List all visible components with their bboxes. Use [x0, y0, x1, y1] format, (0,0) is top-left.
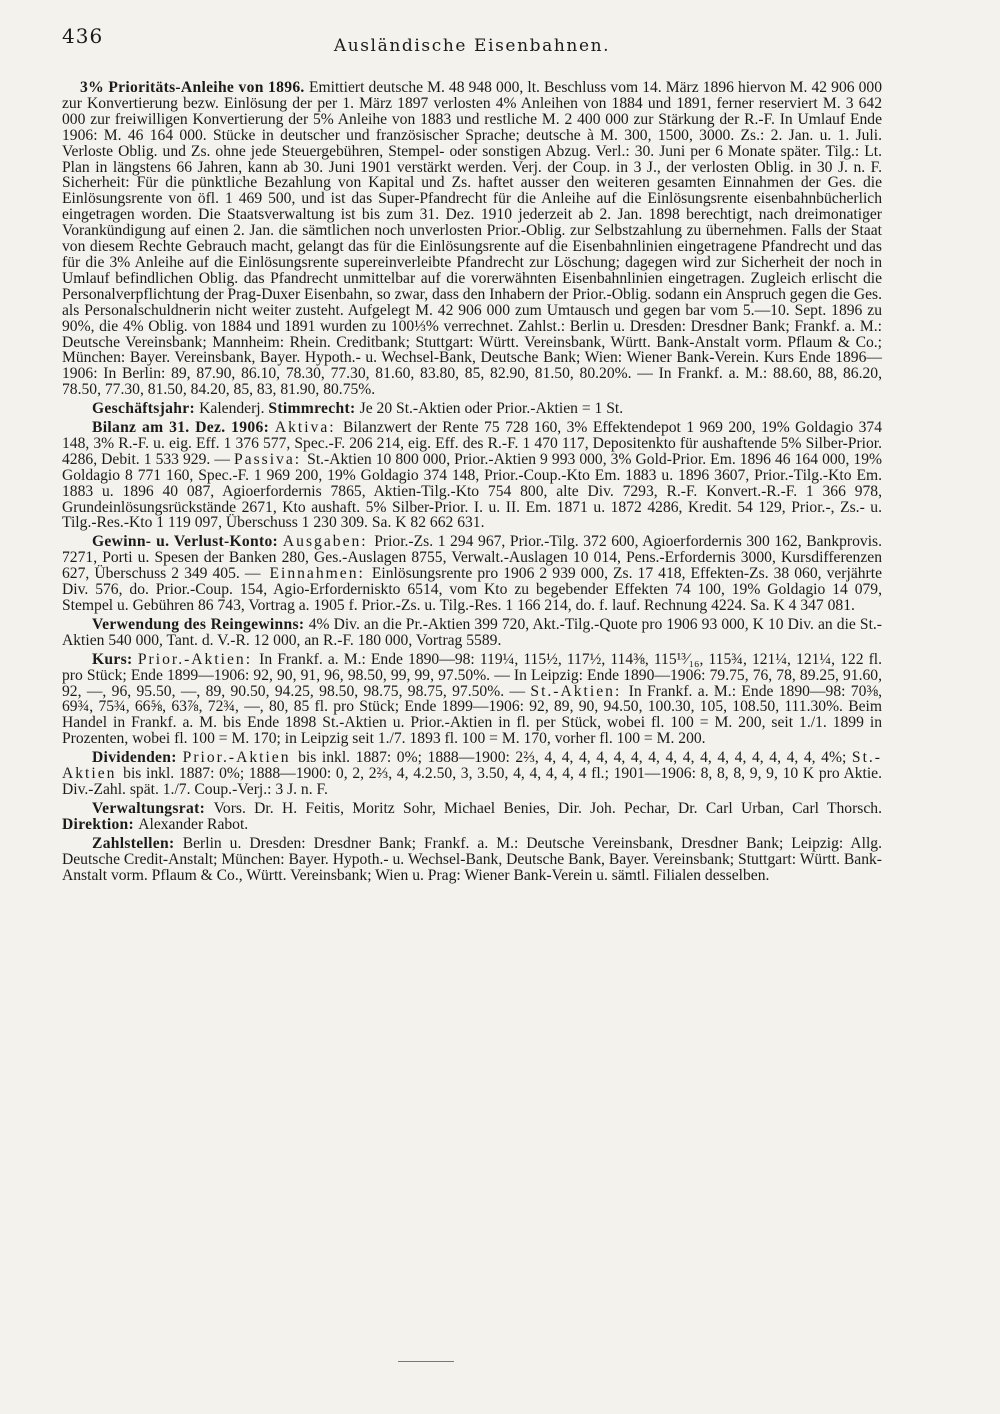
section-heading: Gewinn- u. Verlust-Konto:	[92, 533, 283, 551]
st-aktien-text: bis inkl. 1887: 0%; 1888—1900: 0, 2, 2⅔, 4, 4.2.50, 3, 3.50, 4, 4, 4, 4, 4 fl.; 1901—1906: 8, 8, 8, 9, 9, 10 K pro Aktie. Div.-Zahl. spät. 1./7. Coup.-Verj.: 3 J. n. F.	[62, 765, 882, 798]
running-title: Ausländische Eisenbahnen.	[333, 36, 611, 56]
aktiva-label: Aktiva:	[274, 419, 344, 437]
body-text	[62, 80, 882, 883]
einnahmen-label: — Einnahmen:	[244, 565, 372, 583]
section-subheading: Direktion:	[62, 815, 139, 833]
section-dividenden	[62, 750, 882, 798]
ausgaben-label: Ausgaben:	[282, 533, 375, 551]
section-heading: Verwaltungsrat:	[92, 799, 214, 817]
prior-aktien-text: bis inkl. 1887: 0%; 1888—1900: 2⅔, 4, 4, 4, 4, 4, 4, 4, 4, 4, 4, 4, 4, 4, 4, 4, 4, 4%;	[298, 749, 852, 767]
ausgaben-text: Prior.-Zs. 1 294 967, Prior.-Tilg. 372 600, Agioerfordernis 300 162, Bankprovis. 7271, Porti u. Spesen der Banken 280, Ges.-Auslagen 8755, Verwalt.-Auslagen 10 014, Pens.-Erfordernis 3000, Kursdifferenzen 627, Überschuss 2 349 405.	[62, 533, 882, 583]
section-gewinn-verlust	[62, 534, 882, 614]
section-text: Alexander Rabot.	[138, 815, 249, 833]
section-heading: Geschäftsjahr:	[92, 400, 200, 418]
section-text: Emittiert deutsche M. 48 948 000, lt. Beschluss vom 14. März 1896 hiervon M. 42 906 000 zur Konvertierung bezw. Einlösung der per 1. März 1897 verlosten 4% Anleihen von 1884 und 1891, ferner reserviert M. 3 642 000 zur freiwilligen Konvertierung der 5% Anleihe von 1883 und restliche M. 2 400 000 zur Stärkung der R.-F. In Umlauf Ende 1906: M. 46 164 000. Stücke in deutscher und französischer Sprache; deutsche à M. 300, 1500, 3000. Zs.: 2. Jan. u. 1. Juli. Verloste Oblig. und Zs. ohne jede Steuergebühren, Stempel- oder sonstigen Abzug. Verl.: 30. Juni per 6 Monate später. Tilg.: Lt. Plan in längstens 66 Jahren, kann ab 30. Juni 1901 verstärkt werden. Verj. der Coup. in 3 J., der verlosten Oblig. in 30 J. n. F. Sicherheit: Für die pünktliche Bezahlung von Kapital und Zs. haftet ausser den weiteren gesamten Einnahmen der Ges. die Einlösungsrente von öfl. 1 469 500, und ist das Super-Pfandrecht für die Anleihe auf die Einlösungsrente eisenbahnbücherlich eingetragen worden. Die Staatsverwaltung ist bis zum 31. Dez. 1910 jederzeit ab 2. Jan. 1898 berechtigt, nach dreimonatiger Vorankündigung auf einen 2. Jan. die sämtlichen noch unverlosten Prior.-Oblig. zur Selbstzahlung zu übernehmen. Falls der Staat von diesem Rechte Gebrauch macht, gelangt das für die Einlösungsrente auf die Eisenbahnlinien eingetragene Pfandrecht und das für die 3% Anleihe auf die Einlösungsrente supereinverleibte Pfandrecht zur Löschung; dagegen wird zur Sicherheit der noch in Umlauf befindlichen Oblig. das Pfandrecht unmittelbar auf die vorerwähnten Eisenbahnlinien eingetragen. Zugleich erlischt die Personalverpflichtung der Prag-Duxer Eisenbahn, so zwar, dass den Inhabern der Prior.-Oblig. sodann ein Anspruch gegen die Ges. als Personalschuldnerin nicht weiter zusteht. Aufgelegt M. 42 906 000 zum Umtausch und gegen bar vom 5.—10. Sept. 1896 zu 90%, die 4% Oblig. von 1884 und 1891 wurden zu 100⅓% verrechnet. Zahlst.: Berlin u. Dresden: Dresdner Bank; Frankf. a. M.: Deutsche Vereinsbank; Mannheim: Rhein. Creditbank; Stuttgart: Württ. Vereinsbank, Württ. Bank-Anstalt vorm. Pflaum & Co.; München: Bayer. Vereinsbank, Bayer. Hypoth.- u. Wechsel-Bank, Deutsche Bank; Wien: Wiener Bank-Verein. Kurs Ende 1896—1906: In Berlin: 89, 87.90, 86.10, 78.30, 77.30, 81.60, 83.80, 85, 82.90, 81.50, 80.20%. — In Frankf. a. M.: 88.60, 88, 86.20, 78.50, 77.30, 81.50, 84.20, 85, 83, 81.90, 80.75%.	[62, 79, 882, 399]
einnahmen-text: Einlösungsrente pro 1906 2 939 000, Zs. 17 418, Effekten-Zs. 38 060, verjährte Div. 576, do. Prior.-Coup. 154, Agio-Erforderniskto 6514, vom Kto zu begebender Effekten 74 100, 19% Goldagio 14 079, Stempel u. Gebühren 86 743, Vortrag a. 1905 f. Prior.-Zs. u. Tilg.-Res. 1 166 214, do. f. lauf. Rechnung 4224. Sa. K 4 347 081.	[62, 565, 882, 614]
section-geschaeftsjahr	[62, 401, 882, 417]
section-bilanz	[62, 420, 882, 531]
section-zahlstellen	[62, 836, 882, 884]
section-heading: Bilanz am 31. Dez. 1906:	[92, 419, 275, 437]
section-text: Kalenderj.	[199, 400, 269, 418]
section-heading: Zahlstellen:	[92, 834, 183, 852]
prior-aktien-label: Prior.-Aktien	[182, 749, 299, 767]
section-verwendung	[62, 617, 882, 649]
section-heading: Dividenden:	[92, 749, 183, 767]
page-header	[62, 20, 882, 60]
st-aktien-label: St.-Aktien	[62, 749, 882, 783]
section-text: Berlin u. Dresden: Dresdner Bank; Frankf. a. M.: Deutsche Vereinsbank, Dresdner Bank; Leipzig: Allg. Deutsche Credit-Anstalt; München: Bayer. Hypoth.- u. Wechsel-Bank, Deutsche Bank, Bayer. Vereinsbank; Stuttgart: Württ. Bank-Anstalt vorm. Pflaum & Co., Württ. Vereinsbank; Wien u. Prag: Wiener Bank-Verein u. sämtl. Filialen desselben.	[62, 834, 882, 884]
prior-aktien-label: Prior.-Aktien:	[137, 650, 260, 668]
st-aktien-text: In Frankf. a. M.: Ende 1890—98: 70⅜, 69¾, 75¾, 66⅝, 63⅞, 72¾, —, 80, 85 fl. pro Stück; Ende 1899—1906: 92, 89, 90, 94.50, 100.30, 105, 108.50, 111.30%. Beim Handel in Frankf. a. M. bis Ende 1898 St.-Aktien u. Prior.-Aktien in fl. per Stück, wobei fl. 100 = M. 200, seit 1./1. 1899 in Prozenten, wobei fl. 100 = M. 170; in Leipzig seit 1./7. 1893 fl. 100 = M. 170, vorher fl. 100 = M. 200.	[62, 682, 882, 748]
footer-divider	[398, 1361, 454, 1362]
passiva-label: Passiva:	[233, 450, 308, 468]
section-heading: Verwendung des Reingewinns:	[92, 615, 309, 633]
st-aktien-label: St.-Aktien:	[530, 682, 629, 700]
section-verwaltungsrat	[62, 801, 882, 833]
page-number: 436	[62, 24, 104, 48]
prior-aktien-text: In Frankf. a. M.: Ende 1890—98: 119¼, 115½, 117½, 114⅜, 115¹³⁄₁₆, 115¾, 121¼, 121¼, 122 fl. pro Stück; Ende 1899—1906: 92, 90, 91, 96, 98.50, 99, 99, 97.50%. — In Leipzig: Ende 1890—1906: 79.75, 76, 78, 89.25, 91.60, 92, —, 96, 95.50, —, 89, 90.50, 94.25, 98.50, 98.75, 98.75, 97.50%. —	[62, 650, 883, 700]
section-kurs	[62, 652, 882, 747]
section-text: Je 20 St.-Aktien oder Prior.-Aktien = 1 St.	[359, 400, 624, 418]
section-text: 4% Div. an die Pr.-Aktien 399 720, Akt.-Tilg.-Quote pro 1906 93 000, K 10 Div. an die St.-Aktien 540 000, Tant. d. V.-R. 12 000, an R.-F. 180 000, Vortrag 5589.	[62, 615, 882, 649]
aktiva-text: Bilanzwert der Rente 75 728 160, 3% Effektendepot 1 969 200, 19% Goldagio 374 148, 3% R.-F. u. eig. Eff. 1 376 577, Spec.-F. 206 214, eig. Eff. des R.-F. 1 470 117, Depositenkto für aushaftende 5% Silber-Prior. 4286, Debit. 1 533 929. —	[62, 419, 882, 468]
section-subheading: Stimmrecht:	[268, 400, 360, 418]
passiva-text: St.-Aktien 10 800 000, Prior.-Aktien 9 993 000, 3% Gold-Prior. Em. 1896 46 164 000, 19% Goldagio 8 771 160, Spec.-F. 1 969 200, 19% Goldagio 374 148, Prior.-Coup.-Kto Em. 1883 u. 1896 3607, Prior.-Tilg.-Kto Em. 1883 u. 1896 40 087, Agioerfordernis 7865, Aktien-Tilg.-Kto 754 800, alte Div. 7293, R.-F. Konvert.-R.-F. 1 366 978, Grundeinlösungsrückstände 2671, Kto aushaft. 5% Silber-Prior. I. u. II. Em. 1871 u. 1872 4286, Kredit. 54 129, Prior.-, Zs.- u. Tilg.-Res.-Kto 1 119 097, Überschuss 1 230 309. Sa. K 82 662 631.	[62, 450, 882, 532]
section-heading: 3% Prioritäts-Anleihe von 1896.	[80, 79, 309, 96]
section-text: Vors. Dr. H. Feitis, Moritz Sohr, Michael Benies, Dir. Joh. Pechar, Dr. Carl Urban, Carl Thorsch.	[213, 799, 882, 817]
section-heading: Kurs:	[92, 650, 138, 668]
section-prioritaets-anleihe	[62, 80, 882, 398]
